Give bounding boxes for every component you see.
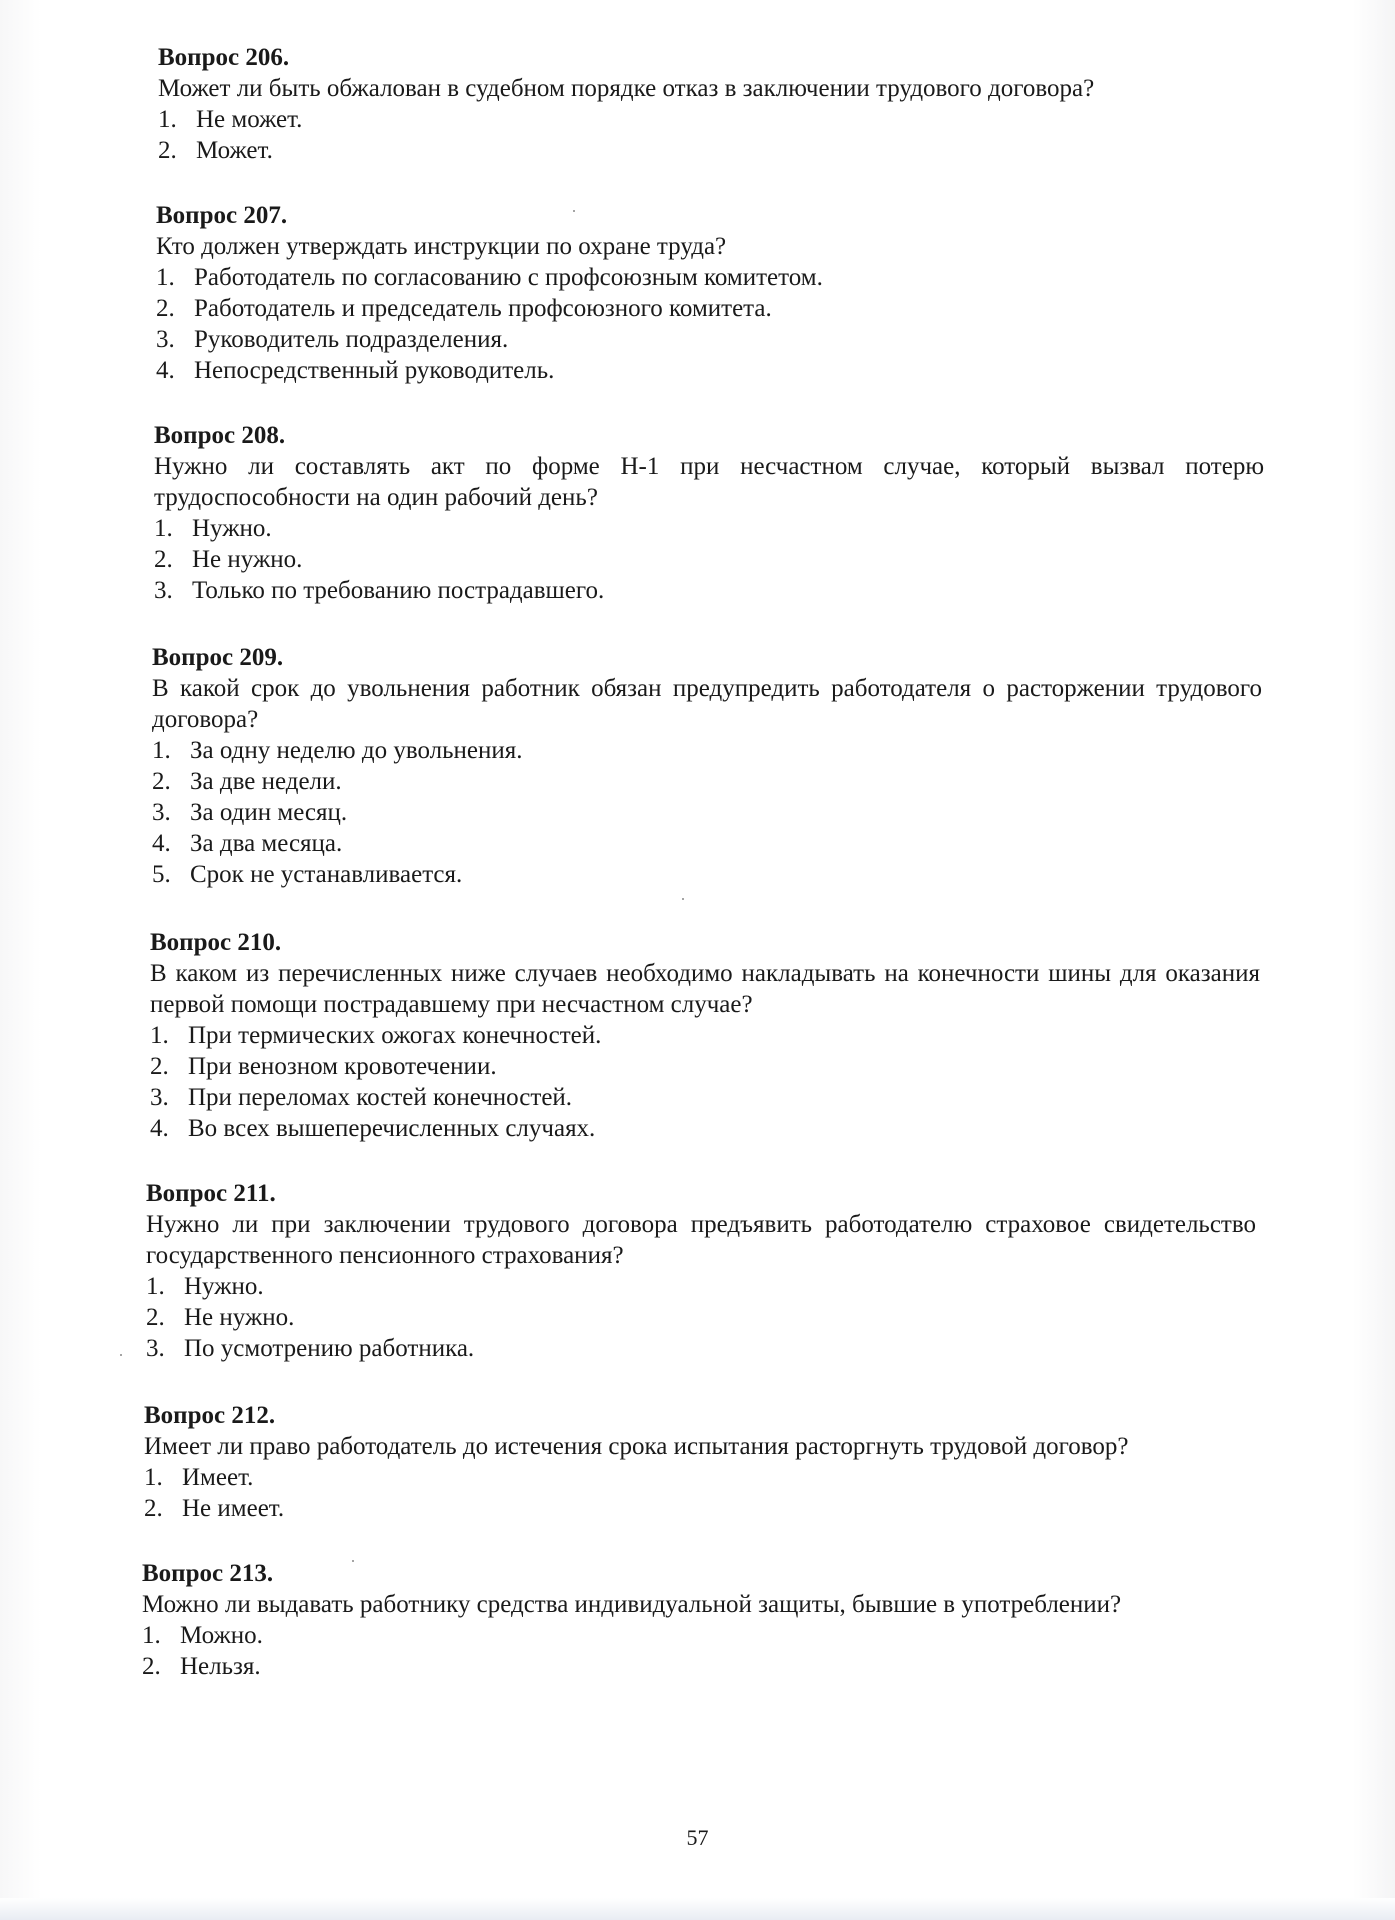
answer-text: Имеет. <box>182 1464 254 1491</box>
answer-text: Срок не устанавливается. <box>190 861 463 888</box>
answer-option <box>144 1462 1254 1493</box>
answer-number: 2. <box>156 295 175 322</box>
question-209 <box>152 642 1262 890</box>
answer-text: Нужно. <box>192 515 272 542</box>
answer-list <box>150 1020 1260 1144</box>
question-211 <box>146 1178 1256 1364</box>
answer-option <box>152 797 1262 828</box>
question-text: Нужно ли при заключении трудового договора предъявить работодателю страховое свидетельство государственного пенсионного страхования? <box>146 1211 1256 1269</box>
answer-option <box>144 1493 1254 1524</box>
answer-option <box>150 1051 1260 1082</box>
answer-number: 3. <box>150 1084 169 1111</box>
scan-speck <box>120 1354 122 1356</box>
answer-option <box>146 1333 1256 1364</box>
question-212 <box>144 1400 1254 1524</box>
answer-option <box>142 1620 1252 1651</box>
answer-text: При венозном кровотечении. <box>188 1053 497 1080</box>
answer-text: За две недели. <box>190 768 342 795</box>
question-title: Вопрос 211. <box>146 1180 276 1207</box>
answer-text: По усмотрению работника. <box>184 1335 475 1362</box>
question-title: Вопрос 210. <box>150 929 282 956</box>
answer-option <box>150 1113 1260 1144</box>
answer-option <box>154 575 1264 606</box>
question-208 <box>154 420 1264 606</box>
answer-text: Только по требованию пострадавшего. <box>192 577 605 604</box>
answer-number: 3. <box>154 577 173 604</box>
answer-number: 4. <box>150 1115 169 1142</box>
answer-text: Работодатель по согласованию с профсоюзным комитетом. <box>194 264 823 291</box>
answer-option <box>152 859 1262 890</box>
answer-option <box>154 544 1264 575</box>
answer-text: Не нужно. <box>184 1304 295 1331</box>
answer-text: За один месяц. <box>190 799 348 826</box>
answer-number: 2. <box>150 1053 169 1080</box>
answer-text: Не может. <box>196 106 303 133</box>
answer-number: 1. <box>152 737 171 764</box>
answer-number: 1. <box>158 106 177 133</box>
answer-text: Работодатель и председатель профсоюзного комитета. <box>194 295 772 322</box>
answer-number: 1. <box>142 1622 161 1649</box>
answer-number: 4. <box>152 830 171 857</box>
answer-text: Непосредственный руководитель. <box>194 357 555 384</box>
answer-option <box>152 735 1262 766</box>
answer-option <box>150 1020 1260 1051</box>
answer-option <box>150 1082 1260 1113</box>
answer-list <box>156 262 1266 386</box>
answer-list <box>142 1620 1252 1682</box>
question-text: В какой срок до увольнения работник обязан предупредить работодателя о расторжении трудового договора? <box>152 675 1262 733</box>
answer-text: Не имеет. <box>182 1495 285 1522</box>
question-title: Вопрос 207. <box>156 202 288 229</box>
answer-option <box>146 1302 1256 1333</box>
answer-number: 1. <box>156 264 175 291</box>
answer-text: За два месяца. <box>190 830 343 857</box>
question-206 <box>158 42 1268 166</box>
question-text: Может ли быть обжалован в судебном порядке отказ в заключении трудового договора? <box>158 75 1095 102</box>
answer-option <box>142 1651 1252 1682</box>
question-text: Имеет ли право работодатель до истечения срока испытания расторгнуть трудовой договор? <box>144 1433 1129 1460</box>
answer-text: Нужно. <box>184 1273 264 1300</box>
answer-option <box>158 135 1268 166</box>
answer-number: 4. <box>156 357 175 384</box>
answer-number: 1. <box>150 1022 169 1049</box>
answer-option <box>156 355 1266 386</box>
answer-option <box>158 104 1268 135</box>
answer-text: Нельзя. <box>180 1653 261 1680</box>
page-number: 57 <box>686 1825 709 1850</box>
answer-text: Не нужно. <box>192 546 303 573</box>
answer-number: 3. <box>156 326 175 353</box>
answer-list <box>152 735 1262 890</box>
answer-number: 1. <box>144 1464 163 1491</box>
answer-option <box>156 293 1266 324</box>
question-title: Вопрос 213. <box>142 1560 274 1587</box>
answer-number: 2. <box>154 546 173 573</box>
question-title: Вопрос 208. <box>154 422 286 449</box>
answer-text: Руководитель подразделения. <box>194 326 509 353</box>
answer-option <box>152 828 1262 859</box>
answer-number: 2. <box>152 768 171 795</box>
answer-list <box>146 1271 1256 1364</box>
answer-number: 2. <box>158 137 177 164</box>
answer-text: Можно. <box>180 1622 263 1649</box>
answer-option <box>156 262 1266 293</box>
scan-speck <box>352 1560 354 1562</box>
answer-text: За одну неделю до увольнения. <box>190 737 523 764</box>
answer-number: 3. <box>146 1335 165 1362</box>
answer-list <box>158 104 1268 166</box>
answer-option <box>152 766 1262 797</box>
answer-option <box>154 513 1264 544</box>
question-text: Кто должен утверждать инструкции по охране труда? <box>156 233 727 260</box>
question-text: Можно ли выдавать работнику средства индивидуальной защиты, бывшие в употреблении? <box>142 1591 1122 1618</box>
answer-text: Может. <box>196 137 273 164</box>
answer-list <box>154 513 1264 606</box>
question-213 <box>142 1558 1252 1682</box>
answer-option <box>156 324 1266 355</box>
answer-text: При термических ожогах конечностей. <box>188 1022 602 1049</box>
question-207 <box>156 200 1266 386</box>
question-title: Вопрос 212. <box>144 1402 276 1429</box>
scan-speck <box>682 898 684 900</box>
answer-list <box>144 1462 1254 1524</box>
question-title: Вопрос 209. <box>152 644 284 671</box>
answer-number: 1. <box>154 515 173 542</box>
answer-number: 2. <box>144 1495 163 1522</box>
answer-number: 5. <box>152 861 171 888</box>
scan-speck <box>573 210 575 212</box>
question-210 <box>150 927 1260 1144</box>
answer-number: 2. <box>142 1653 161 1680</box>
scan-bottom-edge <box>0 1898 1395 1920</box>
answer-text: При переломах костей конечностей. <box>188 1084 573 1111</box>
answer-text: Во всех вышеперечисленных случаях. <box>188 1115 596 1142</box>
question-title: Вопрос 206. <box>158 44 290 71</box>
answer-number: 3. <box>152 799 171 826</box>
answer-option <box>146 1271 1256 1302</box>
answer-number: 1. <box>146 1273 165 1300</box>
answer-number: 2. <box>146 1304 165 1331</box>
question-text: Нужно ли составлять акт по форме Н-1 при несчастном случае, который вызвал потерю трудоспособности на один рабочий день? <box>154 453 1264 511</box>
question-text: В каком из перечисленных ниже случаев необходимо накладывать на конечности шины для оказания первой помощи пострадавшему при несчастном случае? <box>150 960 1260 1018</box>
